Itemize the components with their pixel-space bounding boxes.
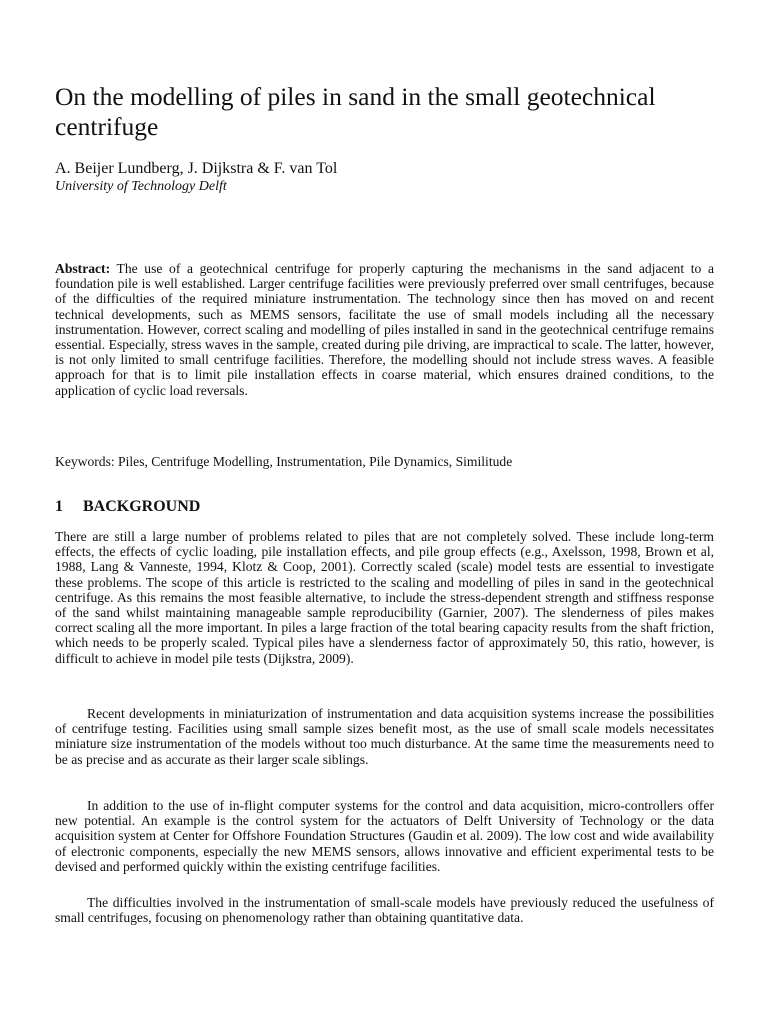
abstract-text: The use of a geotechnical centrifuge for properly capturing the mechanisms in the sand adjacent to a foundation pile is well established. Larger centrifuge facilities were previously preferred over small centrifuges, because of the difficulties of the required miniature instrumentation. The technology since then has moved on and recent technical developments, such as MEMS sensors, facilitate the use of small models including all the necessary instrumentation. However, correct scaling and modelling of piles installed in sand in the geotechnical centrifuge remains essential. Especially, stress waves in the sample, created during pile driving, are impractical to scale. The latter, however, is not only limited to small centrifuge facilities. Therefore, the modelling should not include stress waves. A feasible approach for that is to limit pile installation effects in coarse material, which ensures drained conditions, to the application of cyclic load reversals.: [55, 261, 714, 398]
section-title: BACKGROUND: [83, 498, 201, 515]
abstract: [55, 261, 714, 398]
abstract-label: Abstract:: [55, 261, 111, 276]
paper-authors: A. Beijer Lundberg, J. Dijkstra & F. van Tol: [55, 160, 338, 177]
body-paragraph-4: The difficulties involved in the instrumentation of small-scale models have previously reduced the usefulness of small centrifuges, focusing on phenomenology rather than obtaining quantitative data.: [55, 895, 714, 926]
section-heading: [55, 497, 200, 517]
body-paragraph-1: There are still a large number of problems related to piles that are not completely solved. These include long-term effects, the effects of cyclic loading, pile installation effects, and pile group effects (e.g., Axelsson, 1998, Brown et al, 1988, Lang & Vanneste, 1994, Klotz & Coop, 2001). Correctly scaled (scale) model tests are essential to investigate these problems. The scope of this article is restricted to the scaling and modelling of piles in sand in the geotechnical centrifuge. As this remains the most feasible alternative, to include the stress-dependent strength and stiffness response of the sand whilst maintaining manageable sample reproducibility (Garnier, 2007). The slenderness of piles makes correct scaling all the more important. In piles a large fraction of the total bearing capacity results from the shaft friction, which needs to be properly scaled. Typical piles have a slenderness factor of approximately 50, this ratio, however, is difficult to achieve in model pile tests (Dijkstra, 2009).: [55, 529, 714, 666]
keywords: Keywords: Piles, Centrifuge Modelling, Instrumentation, Pile Dynamics, Similitude: [55, 454, 513, 469]
body-paragraph-3: In addition to the use of in-flight computer systems for the control and data acquisition, micro-controllers offer new potential. An example is the control system for the actuators of Delft University of Technology or the data acquisition system at Center for Offshore Foundation Structures (Gaudin et al. 2009). The low cost and wide availability of electronic components, especially the new MEMS sensors, allows innovative and efficient experimental tests to be devised and performed quickly within the existing centrifuge facilities.: [55, 798, 714, 874]
paper-affiliation: University of Technology Delft: [55, 179, 227, 194]
body-paragraph-2: Recent developments in miniaturization of instrumentation and data acquisition systems increase the possibilities of centrifuge testing. Facilities using small sample sizes benefit most, as the use of small scale models necessitates miniature size instrumentation of the models without too much disturbance. At the same time the measurements need to be as precise and as accurate as their larger scale siblings.: [55, 706, 714, 767]
paper-title: On the modelling of piles in sand in the small geotechnical centrifuge: [55, 82, 656, 141]
section-number: 1: [55, 498, 63, 515]
